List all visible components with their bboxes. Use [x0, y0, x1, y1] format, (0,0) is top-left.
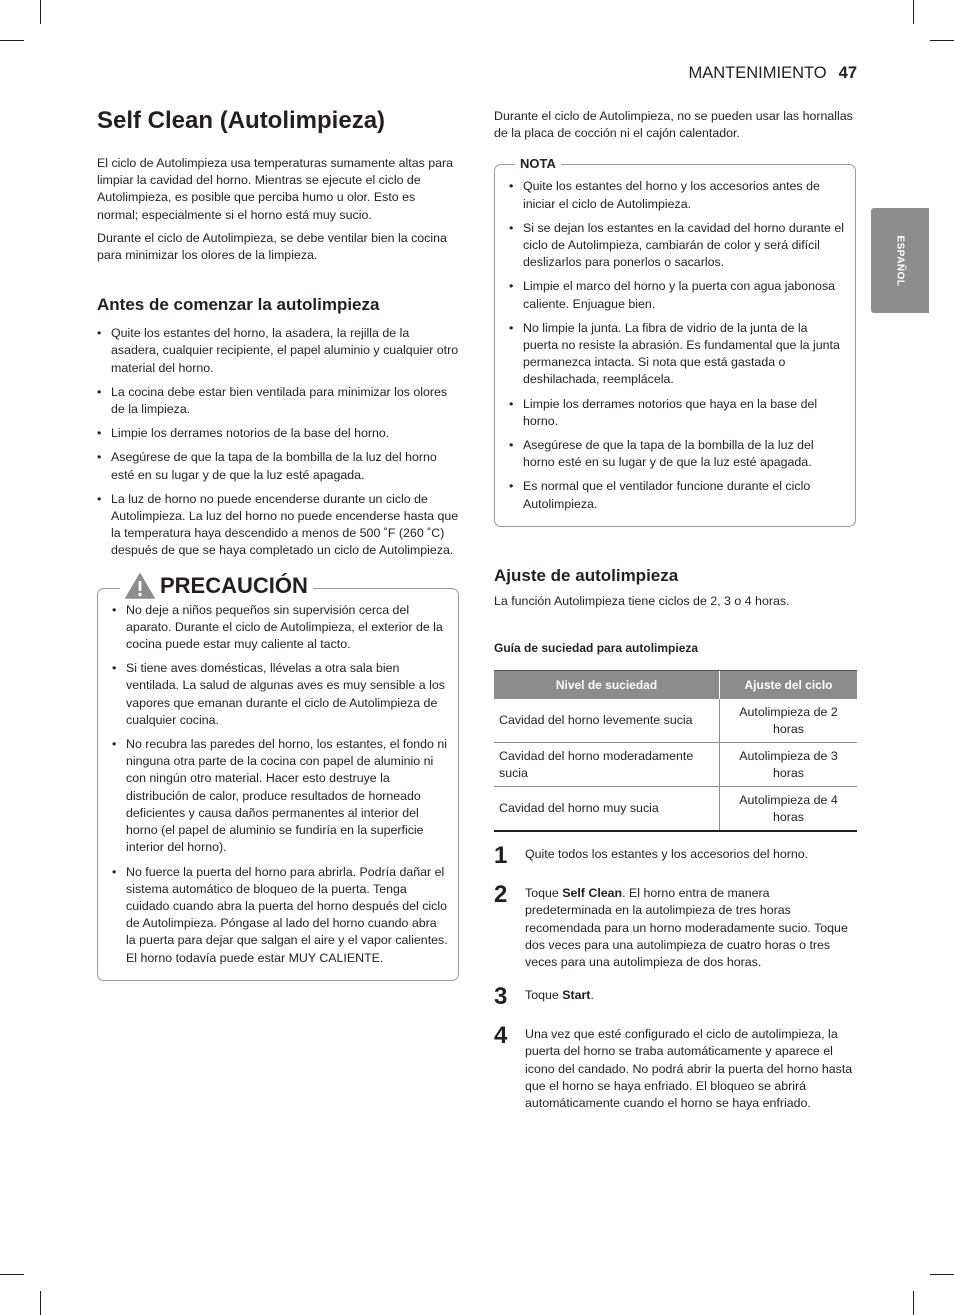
list-item: • Limpie el marco del horno y la puerta con agua jabonosa caliente. Enjuague bien.	[509, 278, 845, 312]
step-text: Una vez que esté configurado el ciclo de autolimpieza, la puerta del horno se traba automáticamente y aparece el icono del candado. No podrá abrir la puerta del horno hasta que el horno se haya enfriado. El bloqueo se abrirá automáticamente cuando el horno se haya enfriado.	[525, 1027, 853, 1111]
step-number: 4	[494, 1022, 508, 1050]
caution-box	[97, 572, 459, 981]
step	[494, 983, 856, 1011]
list-item: • Asegúrese de que la tapa de la bombilla de la luz del horno esté en su lugar y de que la luz esté apagada.	[509, 437, 845, 471]
list-item: • Asegúrese de que la tapa de la bombilla de la luz del horno esté en su lugar y de que la luz esté apagada.	[97, 449, 459, 483]
list-item: • Limpie los derrames notorios que haya en la base del horno.	[509, 396, 845, 430]
table-row	[494, 699, 857, 743]
list-item: • La luz de horno no puede encenderse durante un ciclo de Autolimpieza. La luz del horno no puede encenderse hasta que la temperatura haya descendido a menos de 500 ˚F (260 ˚C) después de que se haya completado un ciclo de Autolimpieza.	[97, 491, 459, 560]
language-tab-label: ESPAÑOL	[894, 234, 906, 287]
caution-title-text: PRECAUCIÓN	[160, 572, 308, 598]
list-item: • Si se dejan los estantes en la cavidad del horno durante el ciclo de Autolimpieza, cambiarán de color y será difícil deslizarlos para ponerlos o sacarlos.	[509, 220, 845, 272]
section-heading-before: Antes de comenzar la autolimpieza	[97, 295, 380, 315]
list-item: • Es normal que el ventilador funcione durante el ciclo Autolimpieza.	[509, 478, 845, 512]
left-column	[97, 104, 459, 981]
column-header: Ajuste del ciclo	[720, 671, 858, 700]
language-tab	[871, 208, 929, 313]
table-cell: Autolimpieza de 4 horas	[720, 787, 858, 832]
table-cell: Cavidad del horno moderadamente sucia	[494, 743, 720, 787]
table-cell: Cavidad del horno muy sucia	[494, 787, 720, 832]
table-header-row	[494, 671, 857, 700]
table-row	[494, 743, 857, 787]
crop-mark	[40, 1291, 41, 1315]
step-number: 1	[494, 842, 508, 870]
page-header	[689, 64, 857, 83]
crop-mark	[930, 1274, 954, 1275]
crop-mark	[0, 40, 24, 41]
right-intro: Durante el ciclo de Autolimpieza, no se pueden usar las hornallas de la placa de cocción ni el cajón calentador.	[494, 109, 853, 141]
caution-title	[120, 572, 313, 600]
table-row	[494, 787, 857, 832]
nota-list	[509, 178, 845, 512]
ajuste-text: La función Autolimpieza tiene ciclos de 2, 3 o 4 horas.	[494, 593, 790, 608]
soil-guide-table	[494, 670, 857, 832]
step-text: Toque Self Clean. El horno entra de manera predeterminada en la autolimpieza de tres horas recomendada para un horno moderadamente sucio. Toque dos veces para una autolimpieza de cuatro horas o tres veces para una autolimpieza de dos horas.	[525, 886, 848, 970]
list-item: • No deje a niños pequeños sin supervisión cerca del aparato. Durante el ciclo de Autolimpieza, el exterior de la cocina puede estar muy caliente al tacto.	[112, 602, 448, 654]
page-number: 47	[838, 64, 857, 82]
list-item: • Quite los estantes del horno, la asadera, la rejilla de la asadera, cualquier recipiente, el papel aluminio y cualquier otro material del horno.	[97, 325, 459, 377]
nota-box	[494, 156, 856, 526]
before-list	[97, 325, 459, 559]
step-number: 2	[494, 881, 508, 909]
warning-icon	[125, 573, 155, 599]
step	[494, 1022, 856, 1112]
crop-mark	[0, 1274, 24, 1275]
column-header: Nivel de suciedad	[494, 671, 720, 700]
section-title: MANTENIMIENTO	[688, 64, 827, 82]
list-item: • Quite los estantes del horno y los accesorios antes de iniciar el ciclo de Autolimpieza.	[509, 178, 845, 212]
intro-paragraph: Durante el ciclo de Autolimpieza, se debe ventilar bien la cocina para minimizar los olores de la limpieza.	[97, 230, 447, 263]
step-text: Toque Start.	[525, 988, 594, 1003]
crop-mark	[913, 1291, 914, 1315]
list-item: • La cocina debe estar bien ventilada para minimizar los olores de la limpieza.	[97, 384, 459, 418]
crop-mark	[913, 0, 914, 24]
right-column	[494, 108, 856, 1128]
guide-title: Guía de suciedad para autolimpieza	[494, 641, 699, 656]
crop-mark	[930, 40, 954, 41]
list-item: • Limpie los derrames notorios de la base del horno.	[97, 425, 459, 442]
page-title: Self Clean (Autolimpieza)	[97, 107, 386, 134]
list-item: • No recubra las paredes del horno, los estantes, el fondo ni ninguna otra parte de la cocina con papel de aluminio ni con ningún otro material. Hacer esto destruye la distribución de calor, produce resultados de horneado deficientes y causa daños permanentes al interior del horno (el papel de aluminio se fundiría en la superficie interior del horno).	[112, 736, 448, 856]
step-number: 3	[494, 983, 508, 1011]
table-cell: Autolimpieza de 2 horas	[720, 699, 858, 743]
step-text: Quite todos los estantes y los accesorios del horno.	[525, 847, 809, 862]
list-item: • No fuerce la puerta del horno para abrirla. Podría dañar el sistema automático de bloqueo de la puerta. Tenga cuidado cuando abra la puerta del horno después del ciclo de Autolimpieza. Póngase al lado del horno cuando abra la puerta para dejar que salgan el aire y el vapor calientes. El horno todavía puede estar MUY CALIENTE.	[112, 864, 448, 967]
list-item: • Si tiene aves domésticas, llévelas a otra sala bien ventilada. La salud de algunas aves es muy sensible a los vapores que emanan durante el ciclo de Autolimpieza de cualquier cocina.	[112, 660, 448, 729]
crop-mark	[40, 0, 41, 24]
table-cell: Autolimpieza de 3 horas	[720, 743, 858, 787]
list-item: • No limpie la junta. La fibra de vidrio de la junta de la puerta no resiste la abrasión. Es fundamental que la junta permanezca intacta. Si nota que está gastada o deshilachada, reemplácela.	[509, 320, 845, 389]
intro-paragraph: El ciclo de Autolimpieza usa temperaturas sumamente altas para limpiar la cavidad del horno. Mientras se ejecute el ciclo de Autolimpieza, es posible que perciba humo u olor. Esto es normal; especialmente si el horno está muy sucio.	[97, 156, 454, 222]
table-cell: Cavidad del horno levemente sucia	[494, 699, 720, 743]
step	[494, 842, 856, 870]
steps-list	[494, 842, 856, 1112]
nota-title: NOTA	[515, 156, 561, 172]
caution-list	[112, 602, 448, 967]
section-heading-ajuste: Ajuste de autolimpieza	[494, 565, 679, 585]
step	[494, 881, 856, 971]
